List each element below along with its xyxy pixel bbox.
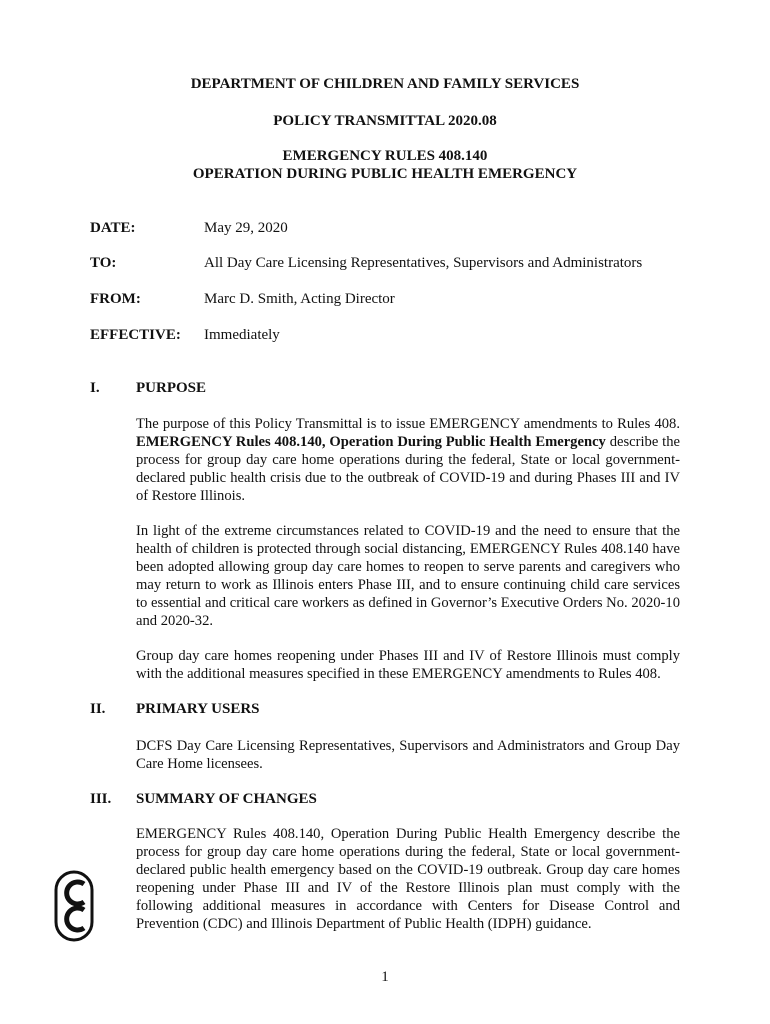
section-title-summary: SUMMARY OF CHANGES (136, 791, 317, 807)
section-number-purpose: I. (90, 380, 100, 396)
department-heading: DEPARTMENT OF CHILDREN AND FAMILY SERVICES (190, 76, 580, 92)
purpose-paragraph-2: In light of the extreme circumstances related to COVID-19 and the need to ensure that the health of children is protected through social distancing, EMERGENCY Rules 408.140 have been adopted allowing group day care homes to reopen to serve parents and caregivers who may return to work as Illinois enters Phase III, and to ensure continuing child care services to essential and critical care workers as defined in Governor’s Executive Orders No. 2020-10 and 2020-32. (136, 523, 680, 629)
from-label: FROM: (90, 291, 141, 307)
from-value: Marc D. Smith, Acting Director (204, 291, 395, 307)
effective-label: EFFECTIVE: (90, 327, 181, 343)
effective-value: Immediately (204, 327, 280, 343)
transmittal-heading: POLICY TRANSMITTAL 2020.08 (273, 113, 497, 129)
purpose-paragraph-1 (136, 415, 680, 505)
recycled-paper-logo-icon (54, 870, 94, 942)
to-label: TO: (90, 255, 117, 271)
purpose-paragraph-3: Group day care homes reopening under Phases III and IV of Restore Illinois must comply with the additional measures specified in these EMERGENCY amendments to Rules 408. (136, 648, 680, 682)
purpose-p1-end: describe the process for group day care home operations during the federal, State or local government-declared public health crisis due to the outbreak of COVID-19 and during Phases III and IV of Restore Illinois. (136, 434, 680, 504)
section-number-users: II. (90, 701, 106, 717)
users-paragraph: DCFS Day Care Licensing Representatives, Supervisors and Administrators and Group Day Care Home licensees. (136, 738, 680, 772)
date-label: DATE: (90, 220, 136, 236)
rules-heading: EMERGENCY RULES 408.140 (282, 148, 488, 164)
summary-paragraph: EMERGENCY Rules 408.140, Operation During Public Health Emergency describe the process for group day care home operations during the federal, State or local government-declared public health emergency based on the COVID-19 outbreak. Group day care homes reopening under Phase III and IV of the Restore Illinois plan must comply with the following additional measures in accordance with Centers for Disease Control and Prevention (CDC) and Illinois Department of Public Health (IDPH) guidance. (136, 826, 680, 932)
page-number: 1 (381, 969, 389, 985)
section-title-users: PRIMARY USERS (136, 701, 260, 717)
section-title-purpose: PURPOSE (136, 380, 207, 396)
rules-subheading: OPERATION DURING PUBLIC HEALTH EMERGENCY (192, 166, 578, 182)
date-value: May 29, 2020 (204, 220, 288, 236)
purpose-p1-start: The purpose of this Policy Transmittal is to issue EMERGENCY amendments to Rules 408. (136, 416, 680, 432)
purpose-p1-bold: EMERGENCY Rules 408.140, Operation During Public Health Emergency (136, 434, 606, 450)
to-value: All Day Care Licensing Representatives, Supervisors and Administrators (204, 255, 643, 271)
section-number-summary: III. (90, 791, 112, 807)
